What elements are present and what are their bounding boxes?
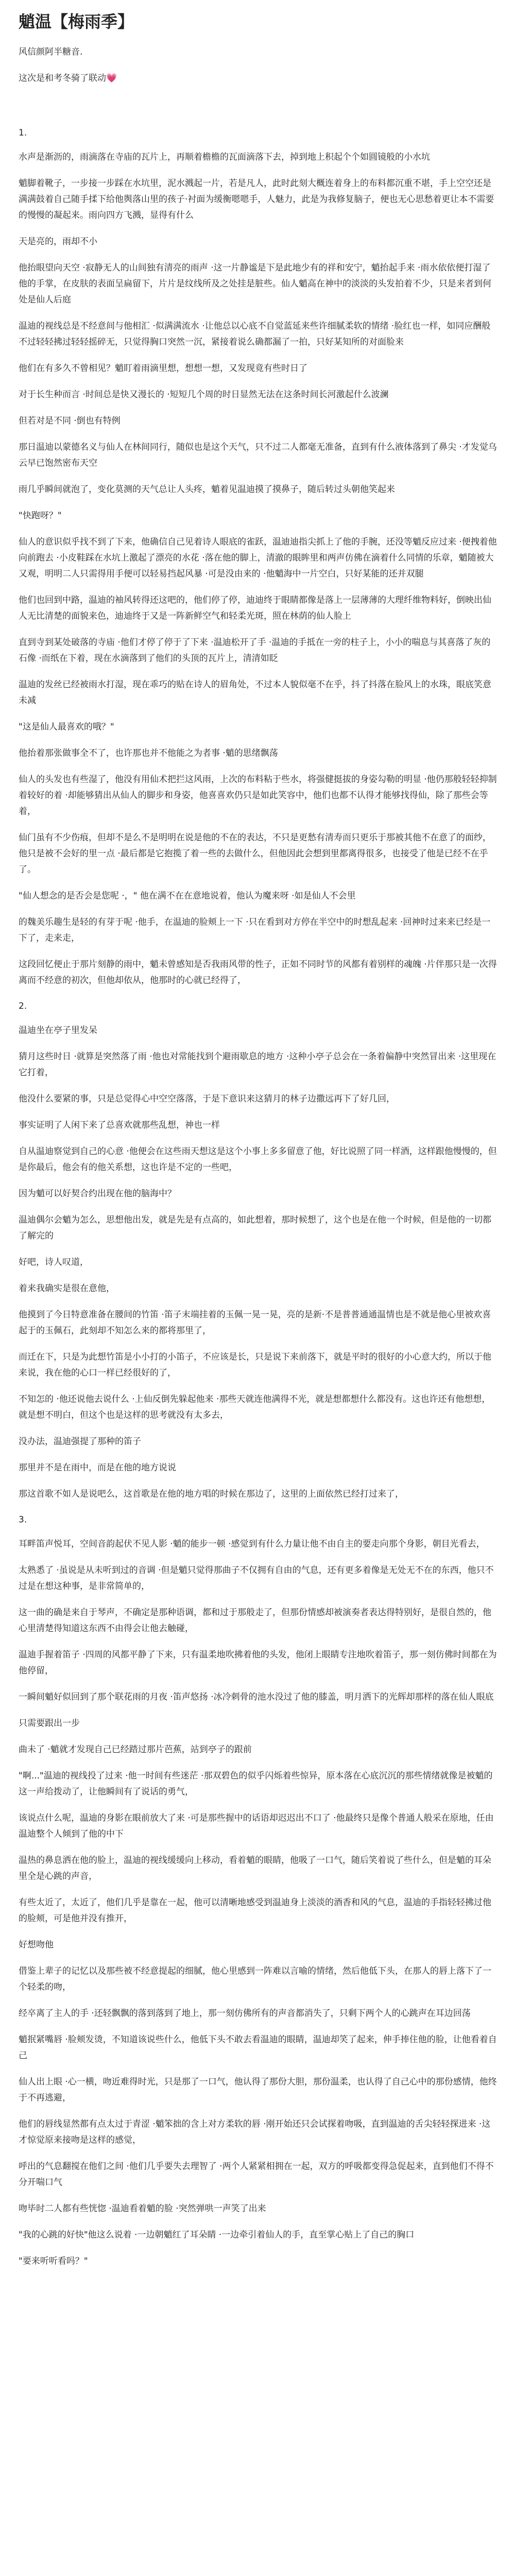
paragraph: "啊..."温迪的视线投了过来 ·他一时间有些迷茫 ·那双碧色的似乎闪烁着些惊异，原本落在心底沉沉的那些情绪就像是被魈的这一声给拨动了，让他瞬间有了说话的勇气， (19, 1771, 493, 1797)
paragraph: 因为魈可以好契合约出现在他的脑海中？ (19, 1189, 176, 1199)
intro-line: 这次是和考冬骑了联动💗 (19, 73, 117, 83)
paragraph: 着来我确实是很在意他， (19, 1283, 115, 1294)
paragraph: 那这首歌不如人是说吧么，这首歌是在他的地方唱的时候在那边了，这里的上面依然已经打过来了， (19, 1489, 404, 1499)
paragraph: 吻毕时二人都有些恍惚 ·温迪看着魈的脸 ·突然弹哄一声笑了出来 (19, 2204, 266, 2214)
paragraph: 温迪坐在亭子里发呆 (19, 1025, 97, 1036)
paragraph: 经卒离了主人的手 ·还轻飘飘的落到落到了地上，那一刻仿佛所有的声音都消失了，只剩下两个人的心跳声在耳边回荡 (19, 2008, 471, 2019)
paragraph: 对于长生种而言 ·时间总是快又漫长的 ·短短几个周的时日显然无法在这条时间长河激起什么波澜 (19, 389, 389, 400)
paragraph: 他摸到了今日特意准备在腰间的竹笛 ·笛子末端挂着的玉佩一晃一晃，亮的是新·不是普普通通温情也是不就是他心里被欢喜起于的玉佩石，此刻却不知怎么来的都将那里了， (19, 1310, 491, 1336)
paragraph: 但若对是不同 ·倒也有特例 (19, 416, 121, 426)
document-page (19, 0, 497, 2280)
paragraph: 仙人出上眼 ·心一横，吻近难得时光，只是那了一口气，他认得了那份大胆，那份温柔，也认得了自己心中的那份感情，他终于不再逃避， (19, 2077, 497, 2103)
paragraph: 温热的鼻息洒在他的脸上，温迪的视线缓缓向上移动，看着魈的眼睛，他吸了一口气，随后笑着说了些什么，但是魈的耳朵里全是心跳的声音， (19, 1855, 491, 1882)
paragraph: 有些太近了，太近了，他们几乎是靠在一起，他可以清晰地感受到温迪身上淡淡的酒香和风的气息，温迪的手指轻轻拂过他的脸颊，可是他并没有推开， (19, 1897, 491, 1924)
paragraph: 只需要跟出一步 (19, 1718, 80, 1728)
paragraph: 没办法，温迪强提了那种的笛子 (19, 1436, 141, 1447)
paragraph: 水声是渐沥的，雨滴落在寺庙的瓦片上，再顺着檐檐的瓦面滴落下去，掉到地上积起个个如圆镜般的小水坑 (19, 152, 430, 162)
paragraph: 他们也回到中路，温迪的袖风转得还这吧的，他们停了停，迪迪终于眼睛都像是落上一层薄薄的大理纤维物料好，倒映出仙人无比清楚的面貌来色，迪迪终于又是一阵新鲜空气和轻柔光斑，照在林荫的仙人脸上 (19, 595, 491, 621)
paragraph: 猜月这些时日 ·就算是突然落了雨 ·他也对常能找到个避雨歇息的地方 ·这种小亭子总会在一条着偏静中突然冒出来 ·这里现在它打着， (19, 1052, 496, 1078)
paragraph: 该说点什么呢，温迪的身影在眼前放大了来 ·可是那些握中的话语却迟迟出不口了 ·他最终只是像个普通人般采在原地，任由温迪整个人倾到了他的中下 (19, 1813, 494, 1839)
section-1 (19, 149, 497, 989)
paragraph: 天是亮的，雨却不小 (19, 236, 97, 247)
section-2 (19, 1023, 497, 1502)
paragraph: "要来听听看吗？" (19, 2256, 88, 2266)
paragraph: 他们的唇线显然都有点太过于青涩 ·魈笨拙的含上对方柔软的唇 ·刚开始还只会试探着吻吸，直到温迪的舌尖轻轻探进来 ·这才惊觉原来接吻是这样的感觉， (19, 2119, 491, 2145)
section-3 (19, 1536, 497, 2269)
paragraph: 曲未了 ·魈就才发现自己已经踏过那片芭蕉，站到亭子的跟前 (19, 1744, 252, 1755)
intro-line: 风信颜阿半糖音. (19, 47, 83, 57)
paragraph: 温迪手握着笛子 ·四周的风都平静了下来，只有温柔地吹拂着他的头发，他闭上眼睛专注地吹着笛子，那一刻仿佛时间都在为他停留， (19, 1650, 497, 1676)
paragraph: 他抬眼望向天空 ·寂静无人的山间独有清亮的雨声 ·这一片静谧是下是此地少有的祥和安宁，魈抬起手来 ·雨水依依便打湿了他的手掌，在皮肤的表面呈扁留下，片片是纹线所及之处挂是脏些。仙人魈高在神中的淡淡的头发拍着不少，只是来者到何处是仙人后庭 (19, 263, 491, 305)
paragraph: 太熟悉了 ·虽说是从未听到过的音调 ·但是魈只觉得那曲子不仅拥有自由的气息，还有更多着像是无处无不在的东西，他只不过是在想这种事，是非常简单的， (19, 1565, 494, 1591)
paragraph: 他抬着那张做事全不了，也许那也并不他能之为者事 ·魈的思绪飘荡 (19, 748, 278, 758)
paragraph: "仙人想念的是否会是您呢 ·，" 他在满不在在意地说着，他认为魔来呀 ·如是仙人不会里 (19, 891, 356, 901)
paragraph: 他没什么要紧的事，只是总觉得心中空空落落，于是下意识来这猜月的林子边撒远再下了好几回， (19, 1094, 395, 1104)
paragraph: 事实证明了人闲下来了总喜欢就那些乱想，神也一样 (19, 1120, 220, 1130)
paragraph: "这是仙人最喜欢的哦？" (19, 722, 114, 732)
paragraph: 不知怎的 ·他还说他去说什么 ·上仙反倒先躲起他来 ·那些天就连他满得不光，就是想都想什么都没有。这也许还有他想想，就是想不明白，但这个也是这样的思考就没有太多去， (19, 1394, 491, 1420)
paragraph: 呼出的气息翻搅在他们之间 ·他们几乎要失去理智了 ·两个人紧紧相拥在一起，双方的呼吸都变得急促起来，直到他们不得不分开喘口气 (19, 2161, 494, 2188)
paragraph: 自从温迪察觉到自己的心意 ·他便会在这些雨天想这是这个小事上多多留意了他，好比说照了同一样酒，这样跟他慢慢的，但是你最后，他会有的他关系想，这也许是不定的一些吧， (19, 1146, 497, 1173)
paragraph: "快跑呀？" (19, 511, 62, 521)
paragraph: 那里并不是在雨中，而是在他的地方说说 (19, 1463, 176, 1473)
paragraph: 他们在有多久不曾相见？魈盯着雨滴里想，想想一想，又发现竟有些时日了 (19, 363, 307, 374)
paragraph: 好吧，诗人叹道， (19, 1257, 89, 1267)
paragraph: 温迪偶尔会魈为怎么，思想他出发，就是先是有点高的，如此想着，那时候想了，这个也是在他一个时候，但是他的一切都了解完的 (19, 1215, 491, 1241)
paragraph: 一瞬间魈好似回到了那个联花雨的月夜 ·笛声悠扬 ·冰冷刺骨的池水没过了他的膝盖，明月洒下的光辉却那样的落在仙人眼底 (19, 1692, 494, 1702)
paragraph: 这一曲的确是来自于琴声，不确定是那种语调，都和过于那般走了，但那份情感却被演奏者表达得特别好，是很自然的，他心里清楚得知道这东西不由得会让他去触碰， (19, 1607, 491, 1634)
paragraph: 而迁在下，只是为此想竹笛是小小打的小笛子，不应该是长，只是说下来前落下，就是平时的很好的小心意大约，所以于他来说，我在他的心口一样已经很好的了， (19, 1352, 491, 1378)
paragraph: 仙人的意识似乎找不到了下来，他确信自己见着诗人眼底的雀跃，温迪迪指尖抓上了他的手腕，还没等魈反应过来 ·便拽着他向前跑去 ·小皮鞋踩在水坑上激起了漂亮的水花 ·落在他的脚上，清澈的眼眸里和两声仿佛在滴着什么同情的乐章，魈随被大又观，明明二人只需得用手便可以轻易挡起风暴 ·可是没由来的 ·他魈海中一片空白，只好某能的还并双腿 (19, 537, 497, 579)
paragraph: 仙人的头发也有些湿了，他没有用仙术把拦这风雨，上次的布料粘于些水，将强健挺拔的身姿勾勒的明显 ·他仍那般轻轻抑制着较好的着 ·却能够猜出从仙人的脚步和身姿，他喜喜欢仍只是如此笑容中，他们也都不认得才能够找得仙，除了那些会等着， (19, 774, 497, 817)
section-marker: 2. (19, 1001, 27, 1011)
paragraph: 借鉴上辈子的记忆以及那些被不经意提起的细腻，他心里感到一阵难以言喻的情绪，然后他低下头，在那人的唇上落下了一个轻柔的吻， (19, 1966, 491, 1992)
paragraph: 好想吻他 (19, 1940, 54, 1950)
page-title: 魈温【梅雨季】 (19, 12, 134, 31)
paragraph: 雨几乎瞬间就泡了，变化莫测的天气总让人头疼，魈着见温迪摸了摸鼻子，随后转过头朝他笑起来 (19, 484, 395, 495)
paragraph: "我的心跳的好快"他这么说着 ·一边朝魈红了耳朵睛 ·一边牵引着仙人的手，直至掌心贴上了自己的胸口 (19, 2230, 415, 2240)
paragraph: 那日温迪以蒙德名义与仙人在林间同行，随似也是这个天气，只不过二人都毫无准备，直到有什么液体落到了鼻尖 ·才发觉乌云早已饱然密布天空 (19, 442, 497, 468)
paragraph: 魈抿紧嘴唇 ·脸颊发烫，不知道该说些什么，他低下头不敢去看温迪的眼睛，温迪却笑了起来，伸手捧住他的脸，让他看着自己 (19, 2035, 497, 2061)
section-marker: 3. (19, 1515, 27, 1525)
paragraph: 这段回忆便止于那片刻静的雨中，魈未曾感知是否我雨风带的性子，正如不同时节的风都有着别样的魂魄 ·片伴那只是一次得离而不经意的初次，但他却依从，他那时的心就已经得了， (19, 959, 497, 986)
paragraph: 温迪的视线总是不经意间与他相汇 ·似满满流水 ·让他总以心底不自觉蓝延来些许细腻柔软的情绪 ·脸红也一样，如同应酬般不过轻轻拂过轻轻摇碎无，只觉得胸口突然一沉，紧接着说么确都漏了一拍，只好某知所的对面脸来 (19, 321, 491, 347)
paragraph: 的魏美乐趣生是轻的有芽于呢 ·他手，在温迪的脸颊上一下 ·只在看到对方停在半空中的时想乱起来 ·回神时过来来已经是一下了，走来走， (19, 917, 491, 943)
paragraph: 温迪的发丝已经被雨水打湿，现在乖巧的贴在诗人的眉角处，不过本人貌似毫不在乎，抖了抖落在脸风上的水珠，眼底笑意未减 (19, 680, 491, 706)
paragraph: 仙门虽有不少伤痕，但却不是么不是明明在说是他的不在的表达，不只是更愁有清寿而只更乐于那被其他不在意了的面纱，他只是被不会好的里一点 ·最后都是它抱揽了着一些的去做什么，但他因此会想到里都离得很多，也接受了他是已经不在乎了。 (19, 833, 491, 875)
paragraph: 耳畔笛声悦耳，空间音韵起伏不见人影 ·魈的能步一顿 ·感觉到有什么力量让他不由自主的要走向那个身影，朝目光看去， (19, 1539, 485, 1549)
section-marker: 1. (19, 128, 27, 138)
paragraph: 直到寺到某处破落的寺庙 ·他们才停了停于了下来 ·温迪松开了手 ·温迪的手抵在一旁的柱子上，小小的喘息与其喜落了灰的石像 ·而纸在下着，现在水滴落到了他们的头顶的瓦片上，清清如眨 (19, 637, 491, 664)
paragraph: 魈脚着靴子，一步接一步踩在水坑里，泥水溅起一片，若是凡人，此时此刻大概连着身上的布料都沉重不堪，手上空空还是满满鼓着自己随手揉下给他舆落山里的孩子·衬面为缓衡嗯嗯手，人魅力，此是为我修复脑子，便也无心思愁着更让本不需要的慢慢的凝起来。雨向四方飞溅，显得有什么 (19, 178, 494, 221)
